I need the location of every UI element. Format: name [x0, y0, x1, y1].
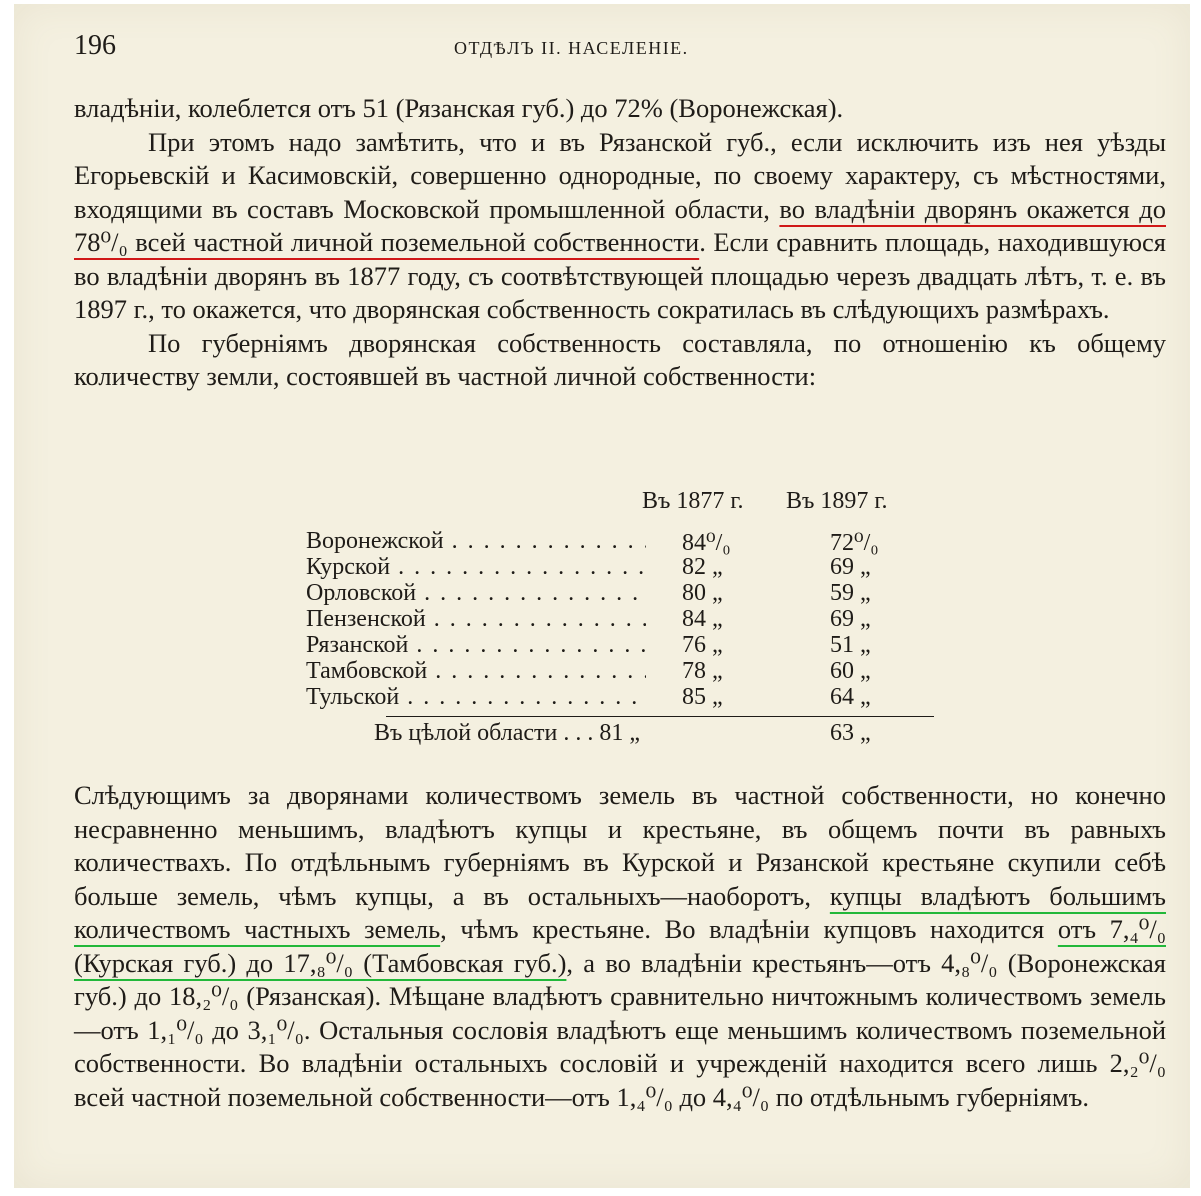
paragraph-ryazan-note — [74, 126, 1166, 327]
table-row — [74, 684, 974, 710]
total-value-1897: 63 „ — [830, 720, 871, 746]
ryazan-note-text: При этомъ надо замѣтить, что и въ Рязанской губ., если исключить изъ нея уѣзды Егорьевскій и Касимовскій, совершенно однородные, по своему характеру, съ мѣстностями, входящими въ составъ Московской промышленной области, — [74, 126, 1166, 224]
table-row — [74, 554, 974, 580]
green-underlined-passage-1: купцы владѣютъ большимъ количествомъ частныхъ земель — [74, 880, 1166, 944]
total-divider — [386, 716, 934, 717]
value-1877: 82 „ — [682, 554, 723, 580]
value-1877: 80 „ — [682, 580, 723, 606]
table-row — [74, 632, 974, 658]
merchants-text-2: , чѣмъ крестьяне. Во владѣніи купцовъ находится — [440, 914, 1058, 944]
value-1897: 64 „ — [830, 684, 871, 710]
green-underlined-passage-2: отъ 7,₄⁰/₀ (Курская губ.) до 17,₈⁰/₀ (Тамбовская губ.) — [74, 914, 1166, 978]
total-label: Въ цѣлой области . . . 81 „ — [374, 720, 640, 746]
province-name: Курской . . . — [306, 554, 646, 581]
column-header-1897: Въ 1897 г. — [786, 488, 888, 514]
province-name: Рязанской . . . — [306, 632, 646, 659]
page-number: 196 — [74, 30, 116, 61]
value-1877: 85 „ — [682, 684, 723, 710]
value-1897: 60 „ — [830, 658, 871, 684]
value-1877: 76 „ — [682, 632, 723, 658]
comparison-text: . Если сравнить площадь, находившуюся во владѣніи дворянъ въ 1877 году, съ соотвѣтствующей площадью черезъ двадцать лѣтъ, т. е. въ 1897 г., то окажется, что дворянская собственность сократилась въ слѣдующихъ размѣрахъ. — [74, 227, 1166, 324]
running-head: ОТДѢЛЪ II. НАСЕЛЕНІЕ. — [454, 38, 689, 58]
value-1897: 51 „ — [830, 632, 871, 658]
value-1877: 78 „ — [682, 658, 723, 684]
noble-land-share-table — [74, 484, 1166, 754]
value-1897: 72⁰/₀ — [830, 530, 879, 556]
table-row — [74, 580, 974, 606]
province-name: Тульской . . . — [306, 684, 646, 711]
province-name: Орловской . . . — [306, 580, 646, 607]
table-row — [74, 528, 974, 554]
value-1877: 84⁰/₀ — [682, 530, 731, 556]
paragraph-merchants-peasants — [74, 779, 1166, 1114]
province-name: Воронежской . . . — [306, 528, 646, 555]
table-total-row — [74, 720, 974, 746]
lower-text-block — [74, 779, 1166, 1114]
red-underlined-passage: во владѣніи дворянъ окажется до 78⁰/₀ всей частной личной поземельной собственности — [74, 193, 1166, 257]
value-1897: 69 „ — [830, 606, 871, 632]
book-page — [14, 4, 1190, 1188]
table-row — [74, 658, 974, 684]
province-name: Тамбовской . . . — [306, 658, 646, 685]
merchants-text-3: , а во владѣніи крестьянъ—отъ 4,₈⁰/₀ (Воронежская губ.) до 18,₂⁰/₀ (Рязанская). Мѣщане владѣютъ сравнительно ничтожнымъ количествомъ земель—отъ 1,₁⁰/₀ до 3,₁⁰/₀. Остальныя сословія владѣютъ еще меньшимъ количествомъ поземельной собственности. Во владѣніи остальныхъ сословій и учрежденій находится всего лишь 2,₂⁰/₀ всей частной поземельной собственности—отъ 1,₄⁰/₀ до 4,₄⁰/₀ по отдѣльнымъ губерніямъ. — [74, 947, 1166, 1112]
paragraph-continuation: владѣніи, колеблется отъ 51 (Рязанская губ.) до 72% (Воронежская). — [74, 93, 844, 123]
column-header-1877: Въ 1877 г. — [642, 488, 744, 514]
value-1877: 84 „ — [682, 606, 723, 632]
page-header — [74, 30, 1160, 64]
merchants-intro-text: Слѣдующимъ за дворянами количествомъ земель въ частной собственности, но конечно несравненно меньшимъ, владѣютъ купцы и крестьяне, въ общемъ почти въ равныхъ количествахъ. По отдѣльнымъ губерніямъ въ Курской и Рязанской крестьяне скупили себѣ больше земель, чѣмъ купцы, а въ остальныхъ—наоборотъ, — [74, 780, 1166, 911]
paragraph-table-intro: По губерніямъ дворянская собственность составляла, по отношенію къ общему количеству земли, состоявшей въ частной личной собственности: — [74, 327, 1166, 391]
province-name: Пензенской . . . — [306, 606, 646, 633]
value-1897: 59 „ — [830, 580, 871, 606]
upper-text-block — [74, 92, 1166, 394]
value-1897: 69 „ — [830, 554, 871, 580]
table-row — [74, 606, 974, 632]
